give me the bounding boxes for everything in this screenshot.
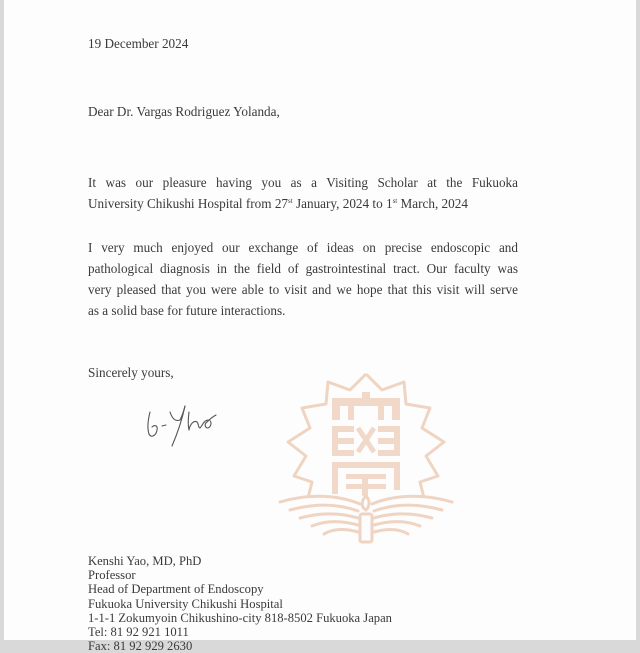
paragraph-visit xyxy=(88,172,518,214)
paragraph-line: pathological diagnosis in the field of gastrointestinal tract. Our faculty was xyxy=(88,261,518,276)
ordinal-suffix: st xyxy=(288,197,293,205)
paragraph-exchange xyxy=(88,237,518,321)
letter-page xyxy=(4,0,636,653)
salutation: Dear Dr. Vargas Rodriguez Yolanda, xyxy=(88,104,280,119)
paragraph-line: I very much enjoyed our exchange of ideas on precise endoscopic and xyxy=(88,240,518,255)
university-crest-icon xyxy=(266,368,466,548)
ordinal-suffix: st xyxy=(392,197,398,205)
paragraph-line: very pleased that you were able to visit and we hope that this visit will serve xyxy=(88,282,518,297)
signatory-tel: Tel: 81 92 921 1011 xyxy=(88,625,189,640)
signatory-name: Kenshi Yao, MD, PhD xyxy=(88,554,202,568)
text-fragment: March, 2024 xyxy=(397,196,468,211)
text-fragment: University Chikushi Hospital from 27 xyxy=(88,196,289,211)
signatory-department: Head of Department of Endoscopy xyxy=(88,582,264,597)
signatory-title: Professor xyxy=(88,568,136,583)
paragraph-line xyxy=(88,193,518,214)
signatory-institution: Fukuoka University Chikushi Hospital xyxy=(88,596,283,611)
paragraph-line: as a solid base for future interactions. xyxy=(88,303,286,318)
handwritten-signature xyxy=(144,398,244,448)
signatory-address: 1-1-1 Zokumyoin Chikushino-city 818-8502 Fukuoka Japan xyxy=(88,610,392,625)
signatory-block xyxy=(88,554,392,653)
text-fragment: January, 2024 to 1 xyxy=(292,196,393,211)
letter-date: 19 December 2024 xyxy=(88,36,189,51)
paragraph-line: It was our pleasure having you as a Visiting Scholar at the Fukuoka xyxy=(88,175,518,190)
closing: Sincerely yours, xyxy=(88,365,174,380)
signatory-fax: Fax: 81 92 929 2630 xyxy=(88,639,193,653)
